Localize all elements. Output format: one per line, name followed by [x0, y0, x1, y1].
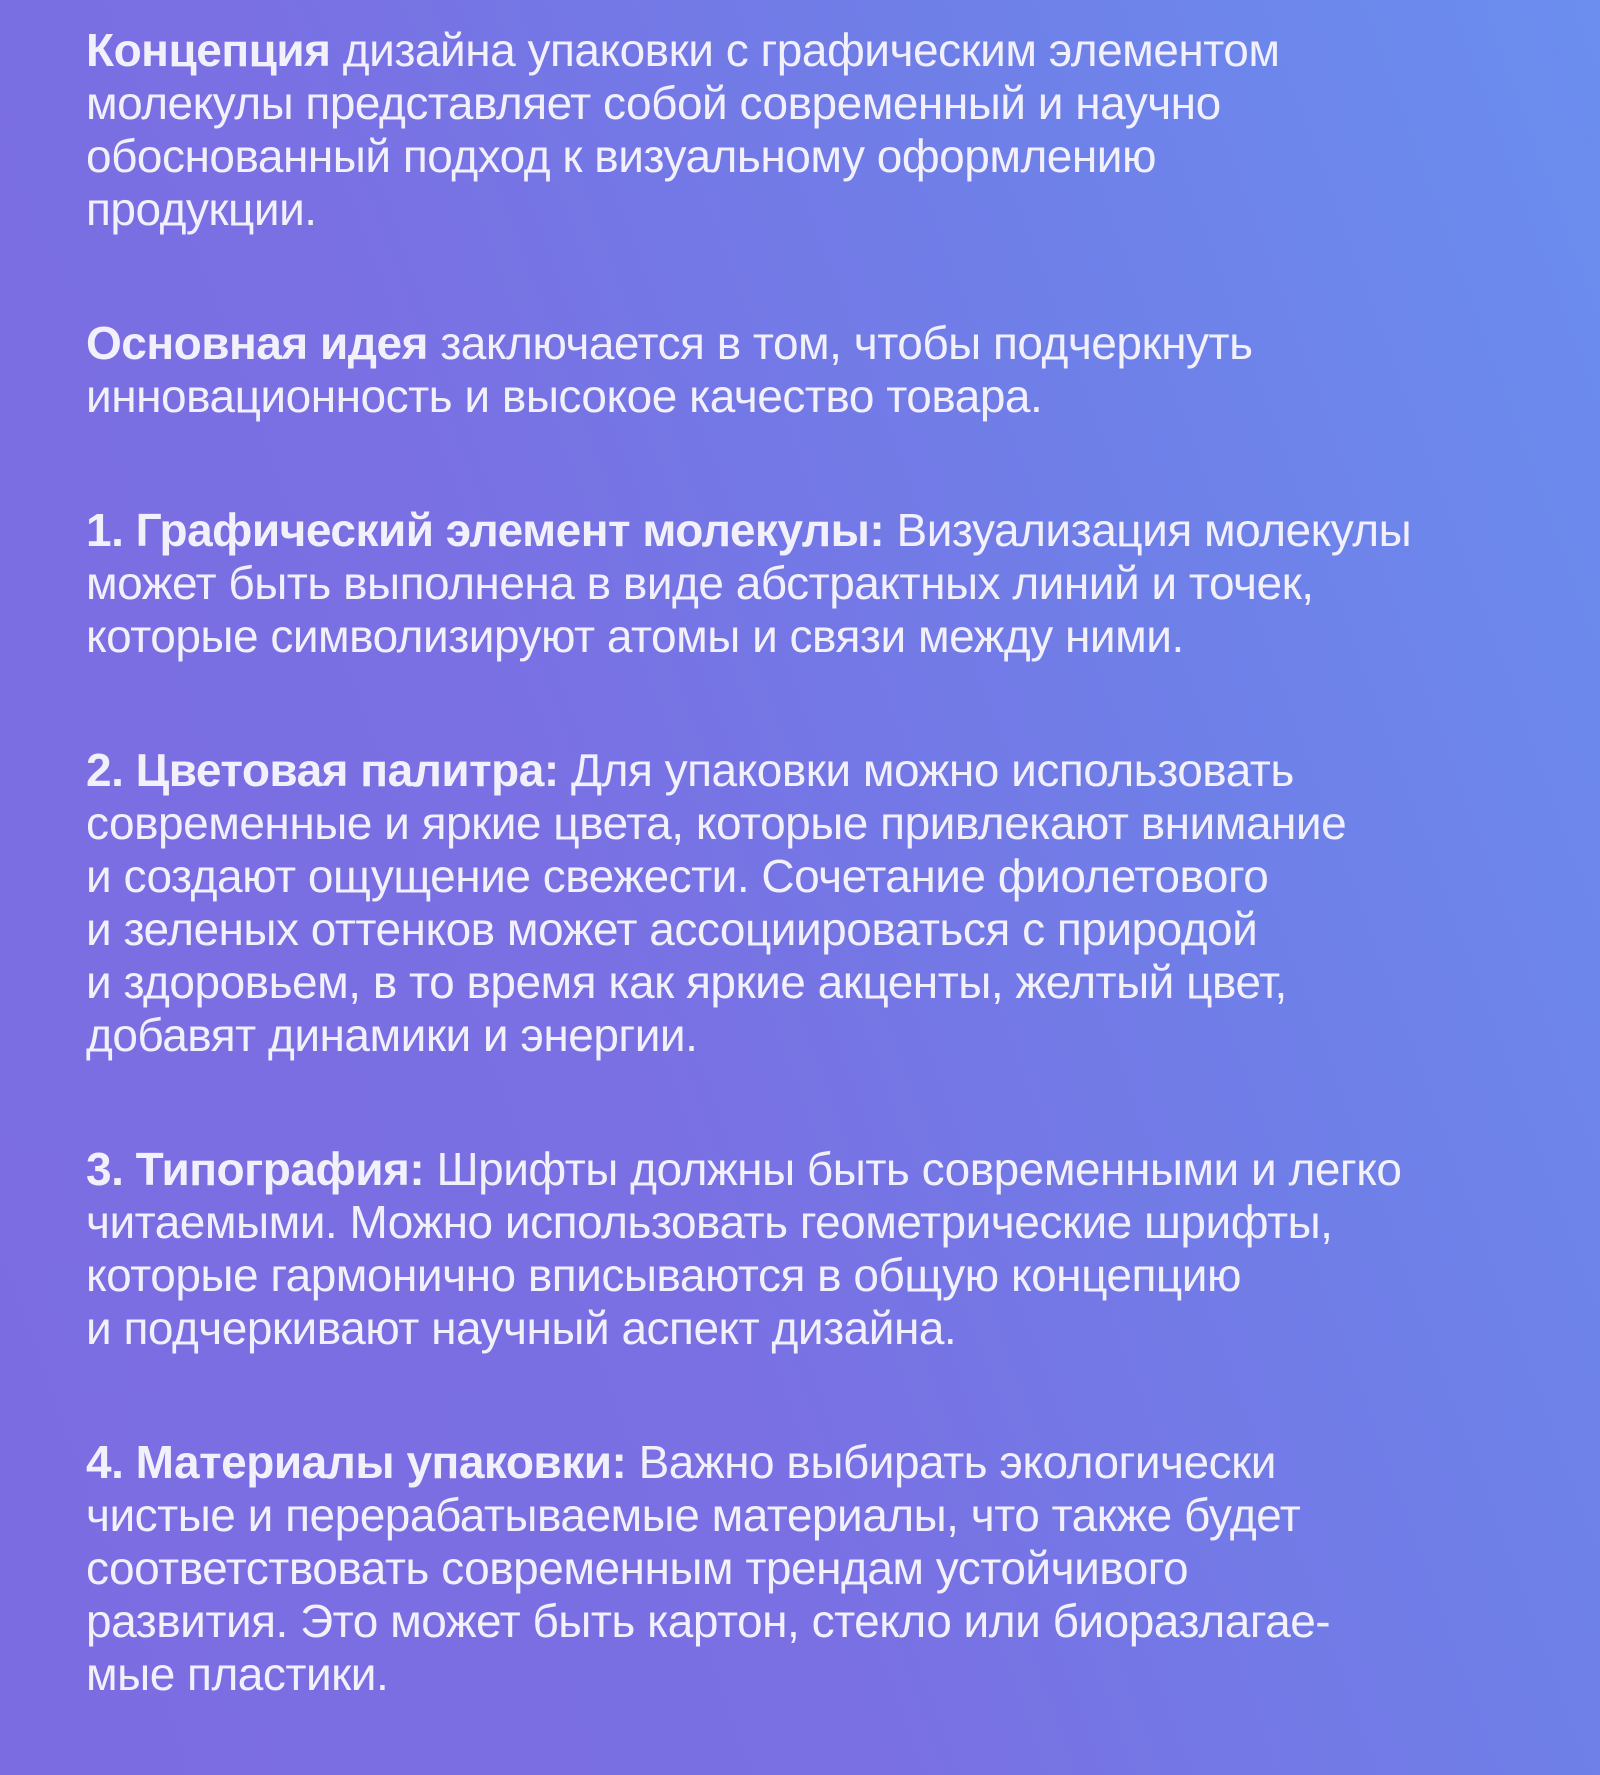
text-line — [86, 370, 1550, 423]
text-line — [86, 1436, 1550, 1489]
line-text: и создают ощущение свежести. Сочетание фиолетового — [86, 850, 1269, 902]
text-line — [86, 903, 1550, 956]
paragraph-item-3-typography — [86, 1143, 1550, 1355]
line-text: чистые и перерабатываемые материалы, что также будет — [86, 1489, 1301, 1541]
paragraph-item-1-molecule-graphic — [86, 504, 1550, 663]
text-line — [86, 1196, 1550, 1249]
bold-lead: 3. Типография: — [86, 1143, 425, 1195]
line-text: дизайна упаковки с графическим элементом — [330, 24, 1280, 76]
line-text: инновационность и высокое качество товара. — [86, 370, 1043, 422]
line-text: мые пластики. — [86, 1648, 389, 1700]
paragraph-item-2-color-palette — [86, 744, 1550, 1062]
line-text: соответствовать современным трендам устойчивого — [86, 1542, 1189, 1594]
paragraph-main-idea — [86, 317, 1550, 423]
text-line — [86, 797, 1550, 850]
line-text: Для упаковки можно использовать — [558, 744, 1294, 796]
line-text: которые символизируют атомы и связи между ними. — [86, 610, 1184, 662]
text-line — [86, 956, 1550, 1009]
line-text: обоснованный подход к визуальному оформлению — [86, 130, 1156, 182]
line-text: может быть выполнена в виде абстрактных линий и точек, — [86, 557, 1314, 609]
text-line — [86, 183, 1550, 236]
paragraph-item-4-materials — [86, 1436, 1550, 1701]
text-line — [86, 1302, 1550, 1355]
line-text: и подчеркивают научный аспект дизайна. — [86, 1302, 957, 1354]
text-line — [86, 850, 1550, 903]
text-line — [86, 77, 1550, 130]
paragraph-concept — [86, 24, 1550, 236]
text-line — [86, 1648, 1550, 1701]
text-line — [86, 1009, 1550, 1062]
line-text: Визуализация молекулы — [884, 504, 1412, 556]
line-text: заключается в том, чтобы подчеркнуть — [427, 317, 1253, 369]
line-text: и зеленых оттенков может ассоциироваться с природой — [86, 903, 1258, 955]
text-line — [86, 557, 1550, 610]
line-text: которые гармонично вписываются в общую концепцию — [86, 1249, 1241, 1301]
bold-lead: Основная идея — [86, 317, 428, 369]
bold-lead: 1. Графический элемент молекулы: — [86, 504, 885, 556]
line-text: Важно выбирать экологически — [626, 1436, 1276, 1488]
text-line — [86, 1249, 1550, 1302]
text-line — [86, 1542, 1550, 1595]
text-line — [86, 24, 1550, 77]
bold-lead: 2. Цветовая палитра: — [86, 744, 559, 796]
line-text: развития. Это может быть картон, стекло или биоразлагае- — [86, 1595, 1331, 1647]
line-text: современные и яркие цвета, которые привлекают внимание — [86, 797, 1347, 849]
text-line — [86, 130, 1550, 183]
line-text: продукции. — [86, 183, 317, 235]
line-text: Шрифты должны быть современными и легко — [424, 1143, 1402, 1195]
text-line — [86, 1489, 1550, 1542]
bold-lead: 4. Материалы упаковки: — [86, 1436, 627, 1488]
text-line — [86, 610, 1550, 663]
line-text: читаемыми. Можно использовать геометрические шрифты, — [86, 1196, 1333, 1248]
text-line — [86, 1143, 1550, 1196]
line-text: молекулы представляет собой современный и научно — [86, 77, 1221, 129]
text-line — [86, 1595, 1550, 1648]
line-text: и здоровьем, в то время как яркие акценты, желтый цвет, — [86, 956, 1287, 1008]
line-text: добавят динамики и энергии. — [86, 1009, 698, 1061]
text-line — [86, 744, 1550, 797]
bold-lead: Концепция — [86, 24, 331, 76]
text-line — [86, 504, 1550, 557]
text-line — [86, 317, 1550, 370]
